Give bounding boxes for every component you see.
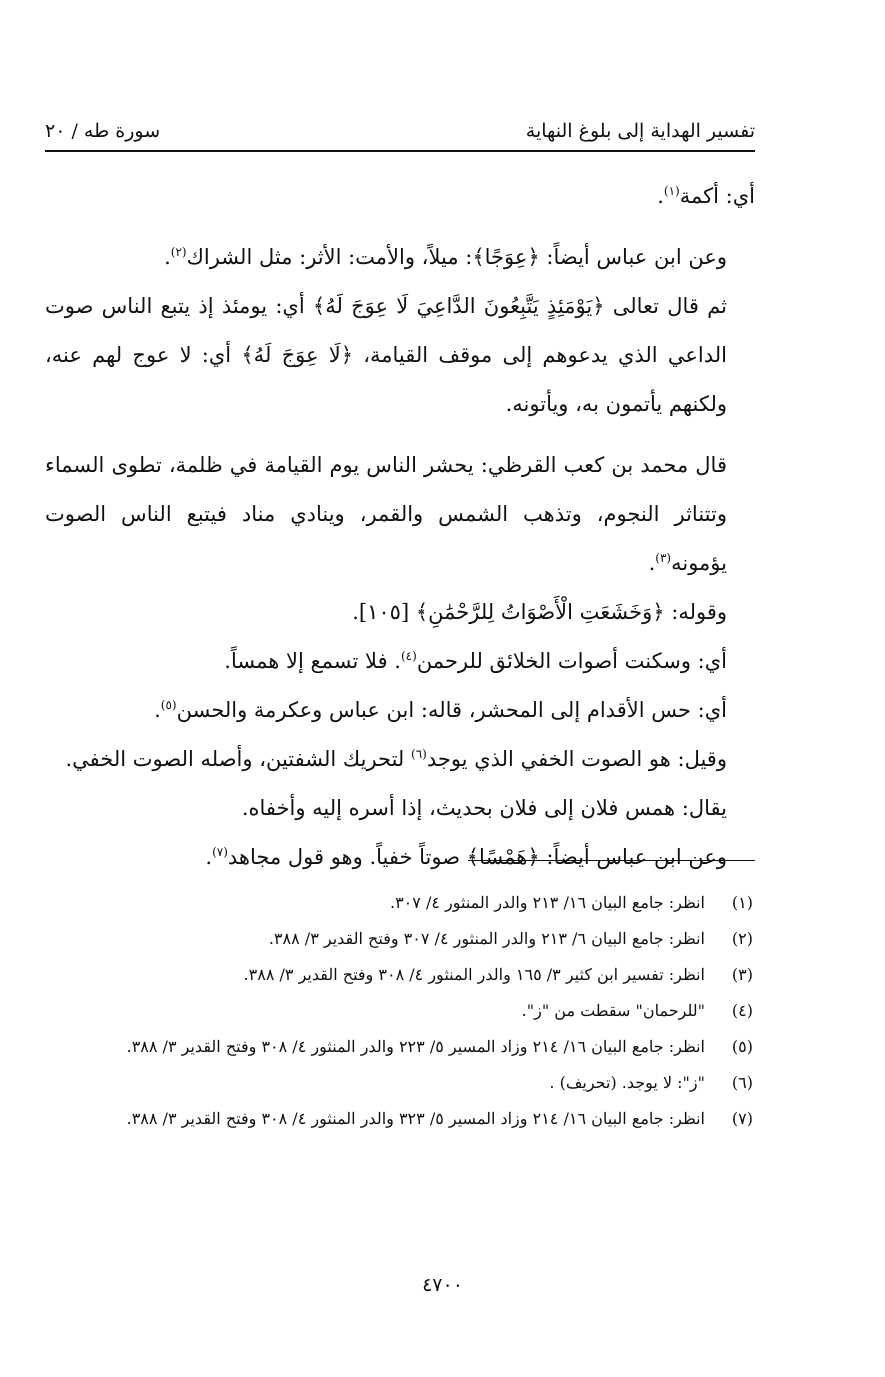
footnote: [45, 1029, 755, 1065]
page-number: ٤٧٠٠: [422, 1274, 463, 1296]
paragraph-6: أي: وسكنت أصوات الخلائق للرحمن$^{(٤)}$. فلا تسمع إلا همساً.: [224, 649, 727, 673]
footnote-text: انظر: جامع البيان ١٦/ ٢١٤ وزاد المسير ٥/ ٣٢٣ والدر المنثور ٤/ ٣٠٨ وفتح القدير ٣/ ٣٨٨.: [126, 1109, 705, 1128]
quran-quote: ﴿وَخَشَعَتِ الْأَصْوَاتُ لِلرَّحْمَٰنِ﴾: [415, 600, 665, 624]
surah-label: سورة طه / ٢٠: [45, 120, 161, 142]
footnote-text: "للرحمان" سقطت من "ز".: [521, 1001, 705, 1020]
paragraph-1: أي: أكمة$^{(١)}$.: [657, 184, 755, 208]
book-title: تفسير الهداية إلى بلوغ النهاية: [525, 120, 755, 142]
main-text: [45, 172, 755, 882]
footnote-number: (٢): [731, 929, 753, 948]
quran-quote: ﴿هَمْسًا﴾: [466, 845, 540, 869]
footnote-ref-3: (٣): [655, 551, 672, 565]
footnote-text: انظر: جامع البيان ١٦/ ٢١٤ وزاد المسير ٥/ ٢٢٣ والدر المنثور ٤/ ٣٠٨ وفتح القدير ٣/ ٣٨٨.: [126, 1037, 705, 1056]
footnote-separator: [468, 860, 755, 861]
footnote: [45, 885, 755, 921]
footnote: [45, 921, 755, 957]
paragraph-7: أي: حس الأقدام إلى المحشر، قاله: ابن عباس وعكرمة والحسن$^{(٥)}$.: [154, 698, 727, 722]
footnote: [45, 1065, 755, 1101]
footnote-text: انظر: جامع البيان ٦/ ٢١٣ والدر المنثور ٤/ ٣٠٧ وفتح القدير ٣/ ٣٨٨.: [268, 929, 705, 948]
footnote-ref-5: (٥): [160, 698, 177, 712]
footnote-ref-7: (٧): [212, 845, 228, 859]
footnote-number: (٥): [731, 1037, 753, 1056]
paragraph-3: ثم قال تعالى ﴿يَوْمَئِذٍ يَتَّبِعُونَ الدَّاعِيَ لَا عِوَجَ لَهُ﴾ أي: يومئذ إذ يتبع الناس صوت الداعي الذي يدعوهم إلى موقف القيامة، ﴿لَا عِوَجَ لَهُ﴾ أي: لا عوج لهم عنه، ولكنهم يأتمون به، ويأتونه.: [45, 294, 727, 416]
footnote-number: (٤): [731, 1001, 753, 1020]
footnote-number: (٣): [731, 965, 753, 984]
footnote-ref-1: (١): [663, 184, 680, 198]
paragraph-2: وعن ابن عباس أيضاً: ﴿عِوَجًا﴾: ميلاً، والأمت: الأثر: مثل الشراك$^{(٢)}$.: [164, 245, 727, 269]
paragraph-10: وعن ابن عباس أيضاً: ﴿هَمْسًا﴾ صوتاً خفياً. وهو قول مجاهد$^{(٧)}$.: [205, 845, 727, 869]
footnote-text: "ز": لا يوجد. (تحريف) .: [549, 1073, 705, 1092]
footnote-ref-4: (٤): [400, 649, 417, 663]
footnote: [45, 993, 755, 1029]
header-rule: [45, 150, 755, 152]
footnote-ref-2: (٢): [170, 245, 187, 259]
running-header: [45, 112, 755, 142]
footnote-number: (١): [731, 893, 753, 912]
paragraph-9: يقال: همس فلان إلى فلان بحديث، إذا أسره إليه وأخفاه.: [241, 796, 727, 820]
quran-quote: ﴿عِوَجًا﴾: [472, 245, 540, 269]
footnote-number: (٧): [731, 1109, 753, 1128]
paragraph-8: وقيل: هو الصوت الخفي الذي يوجد$^{(٦)}$ لتحريك الشفتين، وأصله الصوت الخفي.: [65, 747, 727, 771]
footnote-text: انظر: جامع البيان ١٦/ ٢١٣ والدر المنثور ٤/ ٣٠٧.: [389, 893, 705, 912]
quran-quote: ﴿لَا عِوَجَ لَهُ﴾: [241, 343, 354, 367]
footnote-ref-6: (٦): [411, 747, 427, 761]
footnote: [45, 957, 755, 993]
paragraph-5: وقوله: ﴿وَخَشَعَتِ الْأَصْوَاتُ لِلرَّحْمَٰنِ﴾ [١٠٥].: [352, 600, 727, 624]
footnote: [45, 1101, 755, 1137]
paragraph-4: قال محمد بن كعب القرظي: يحشر الناس يوم القيامة في ظلمة، تطوى السماء وتتناثر النجوم، وتذهب الشمس والقمر، وينادي مناد فيتبع الناس الصوت يؤمونه$^{(٣)}$.: [45, 453, 727, 575]
footnote-text: انظر: تفسير ابن كثير ٣/ ١٦٥ والدر المنثور ٤/ ٣٠٨ وفتح القدير ٣/ ٣٨٨.: [243, 965, 705, 984]
footnote-number: (٦): [731, 1073, 753, 1092]
footnotes: [45, 885, 755, 1137]
quran-quote: ﴿يَوْمَئِذٍ يَتَّبِعُونَ الدَّاعِيَ لَا عِوَجَ لَهُ﴾: [312, 294, 605, 318]
